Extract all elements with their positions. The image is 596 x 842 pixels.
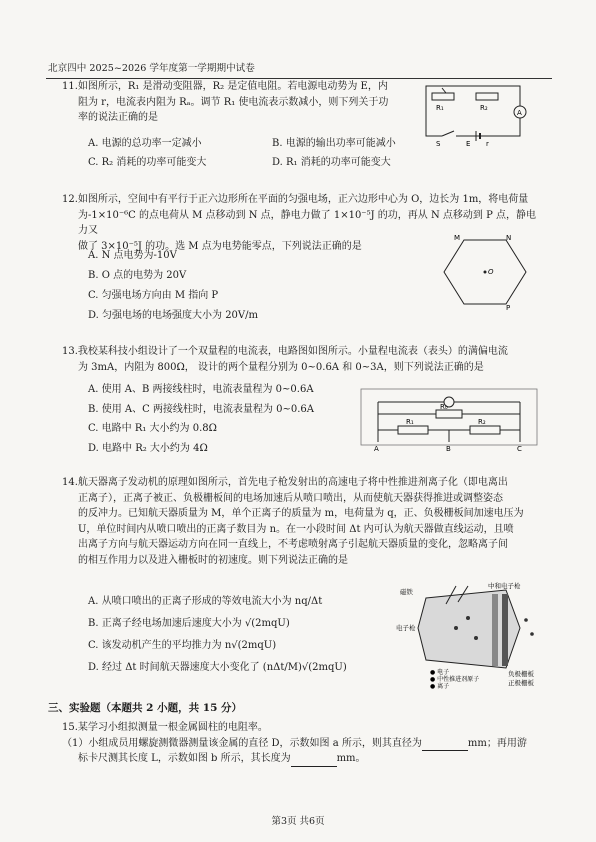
legend-neutral: ● 中性推进剂原子	[430, 676, 480, 683]
r2-label: R₂	[480, 104, 488, 112]
q15-line2a: （1）小组成员用螺旋测微器测量该金属的直径 D，示数如图 a 所示，则其直径为	[62, 737, 422, 749]
legend-electron: ● 电子	[430, 669, 450, 676]
question-13	[62, 344, 542, 375]
neg-grid-label: 负极栅板	[508, 670, 534, 678]
q13-option-a: A. 使用 A、B 两接线柱时，电流表量程为 0~0.6A	[88, 384, 314, 395]
hex-m-label: M	[454, 234, 461, 242]
q11-circuit-diagram	[418, 80, 538, 146]
q13-line: 13.我校某科技小组设计了一个双量程的电流表，电路图如图所示。小量程电流表（表头）的满偏电流	[62, 346, 508, 357]
q11-option-b: B. 电源的输出功率可能减小	[272, 138, 396, 149]
neutralizer-label: 中和电子枪	[488, 582, 521, 590]
q14-line: 正离子），正离子被正、负极栅板间的电场加速后从喷口喷出，从而使航天器获得推进或调整姿态	[78, 492, 503, 504]
q13-option-d: D. 电路中 R₂ 大小约为 4Ω	[88, 443, 208, 454]
q15-line3b: mm。	[336, 753, 366, 764]
q13-option-c: C. 电路中 R₁ 大小约为 0.8Ω	[88, 423, 217, 434]
hex-p-label: P	[506, 304, 511, 312]
r2-label: R₂	[478, 418, 486, 426]
q12-hexagon-diagram	[440, 232, 530, 312]
q12-line: 做了 3×10⁻⁵J 的功。选 M 点为电势能零点，下列说法正确的是	[78, 240, 362, 252]
section-3-title: 三、实验题（本题共 2 小题，共 15 分）	[48, 702, 243, 714]
q13-line: 为 3mA，内阻为 800Ω， 设计的两个量程分别为 0~0.6A 和 0~3A，则下列说法正确的是	[78, 361, 484, 373]
question-14	[62, 475, 542, 568]
pos-grid-label: 正极栅板	[508, 679, 534, 687]
q12-option-d: D. 匀强电场的电场强度大小为 20V/m	[88, 310, 258, 321]
q11-line: 阻为 r，电流表内阻为 Rₐ。调节 R₁ 使电流表示数减小，则下列关于功	[78, 96, 389, 108]
q15-blank-length[interactable]	[291, 756, 337, 767]
switch-label: S	[436, 140, 441, 146]
internal-r-label: r	[486, 140, 489, 146]
terminal-b: B	[446, 445, 451, 453]
q14-option-d: D. 经过 Δt 时间航天器速度大小变化了 (nΔt/M)√(2mqU)	[88, 662, 347, 673]
terminal-c: C	[517, 445, 522, 453]
legend-ion: ● 离子	[430, 683, 450, 690]
q11-option-a: A. 电源的总功率一定减小	[88, 138, 202, 149]
exam-header: 北京四中 2025~2026 学年度第一学期期中试卷	[48, 63, 255, 74]
q12-option-c: C. 匀强电场方向由 M 指向 P	[88, 290, 219, 301]
q14-line: U，单位时间内从喷口喷出的正离子数目为 n。在一小段时间 Δt 内可认为航天器做直线运动，且喷	[78, 523, 514, 535]
q15-line1: 15.某学习小组拟测量一根金属圆柱的电阻率。	[62, 722, 268, 733]
magnet-label: 磁铁	[400, 588, 413, 596]
q14-option-c: C. 该发动机产生的平均推力为 n√(2mqU)	[88, 640, 277, 651]
q12-option-a: A. N 点电势为-10V	[88, 250, 177, 261]
q11-line: 11.如图所示，R₁ 是滑动变阻器，R₂ 是定值电阻。若电源电动势为 E，内	[62, 81, 388, 92]
q15-blank-diameter[interactable]	[422, 740, 468, 751]
q14-line: 14.航天器离子发动机的原理如图所示，首先电子枪发射出的高速电子将中性推进剂离子化（即电离出	[62, 477, 508, 488]
hex-n-label: N	[506, 234, 512, 242]
q12-option-b: B. O 点的电势为 20V	[88, 270, 187, 281]
q14-ion-engine-diagram	[396, 580, 546, 690]
r1-label: R₁	[406, 418, 414, 426]
question-15	[62, 720, 527, 767]
electron-gun-label: 电子枪	[396, 624, 416, 632]
ammeter-label: A	[517, 109, 522, 117]
q14-line: 的相互作用力以及进入栅板时的初速度。则下列说法正确的是	[78, 554, 348, 566]
page-footer: 第3页 共6页	[271, 816, 325, 827]
q15-line2b: mm；再用游	[467, 737, 527, 749]
q14-line: 出离子方向与航天器运动方向在同一直线上，不考虑喷射离子引起航天器质量的变化，忽略离子间	[78, 539, 508, 550]
q12-line: 12.如图所示，空间中有平行于正六边形所在平面的匀强电场，正六边形中心为 O，边长为 1m，将电荷量	[62, 194, 529, 205]
emf-label: E	[466, 140, 471, 146]
q11-option-d: D. R₁ 消耗的功率可能变大	[272, 157, 391, 168]
q14-option-b: B. 正离子经电场加速后速度大小为 √(2mqU)	[88, 618, 290, 629]
rg-label: R₀	[440, 403, 448, 411]
q15-line3a: 标卡尺测其长度 L，示数如图 b 所示，其长度为	[78, 753, 291, 764]
q12-line: 为-1×10⁻⁶C 的点电荷从 M 点移动到 N 点，静电力做了 1×10⁻⁵J 的功，再从 N 点移动到 P 点，静电力又	[78, 209, 536, 236]
q11-option-c: C. R₂ 消耗的功率可能变大	[88, 157, 207, 168]
hex-o-label: O	[488, 268, 494, 276]
q13-circuit-diagram	[360, 388, 538, 454]
q14-line: 的反冲力。已知航天器质量为 M，单个正离子的质量为 m，电荷量为 q，正、负极栅板间加速电压为	[78, 508, 524, 519]
terminal-a: A	[374, 445, 379, 453]
q11-line: 率的说法正确的是	[78, 112, 158, 123]
r1-label: R₁	[436, 104, 444, 112]
q14-option-a: A. 从喷口喷出的正离子形成的等效电流大小为 nq/Δt	[88, 596, 323, 607]
q13-option-b: B. 使用 A、C 两接线柱时，电流表量程为 0~0.6A	[88, 404, 314, 415]
question-11	[62, 79, 402, 126]
